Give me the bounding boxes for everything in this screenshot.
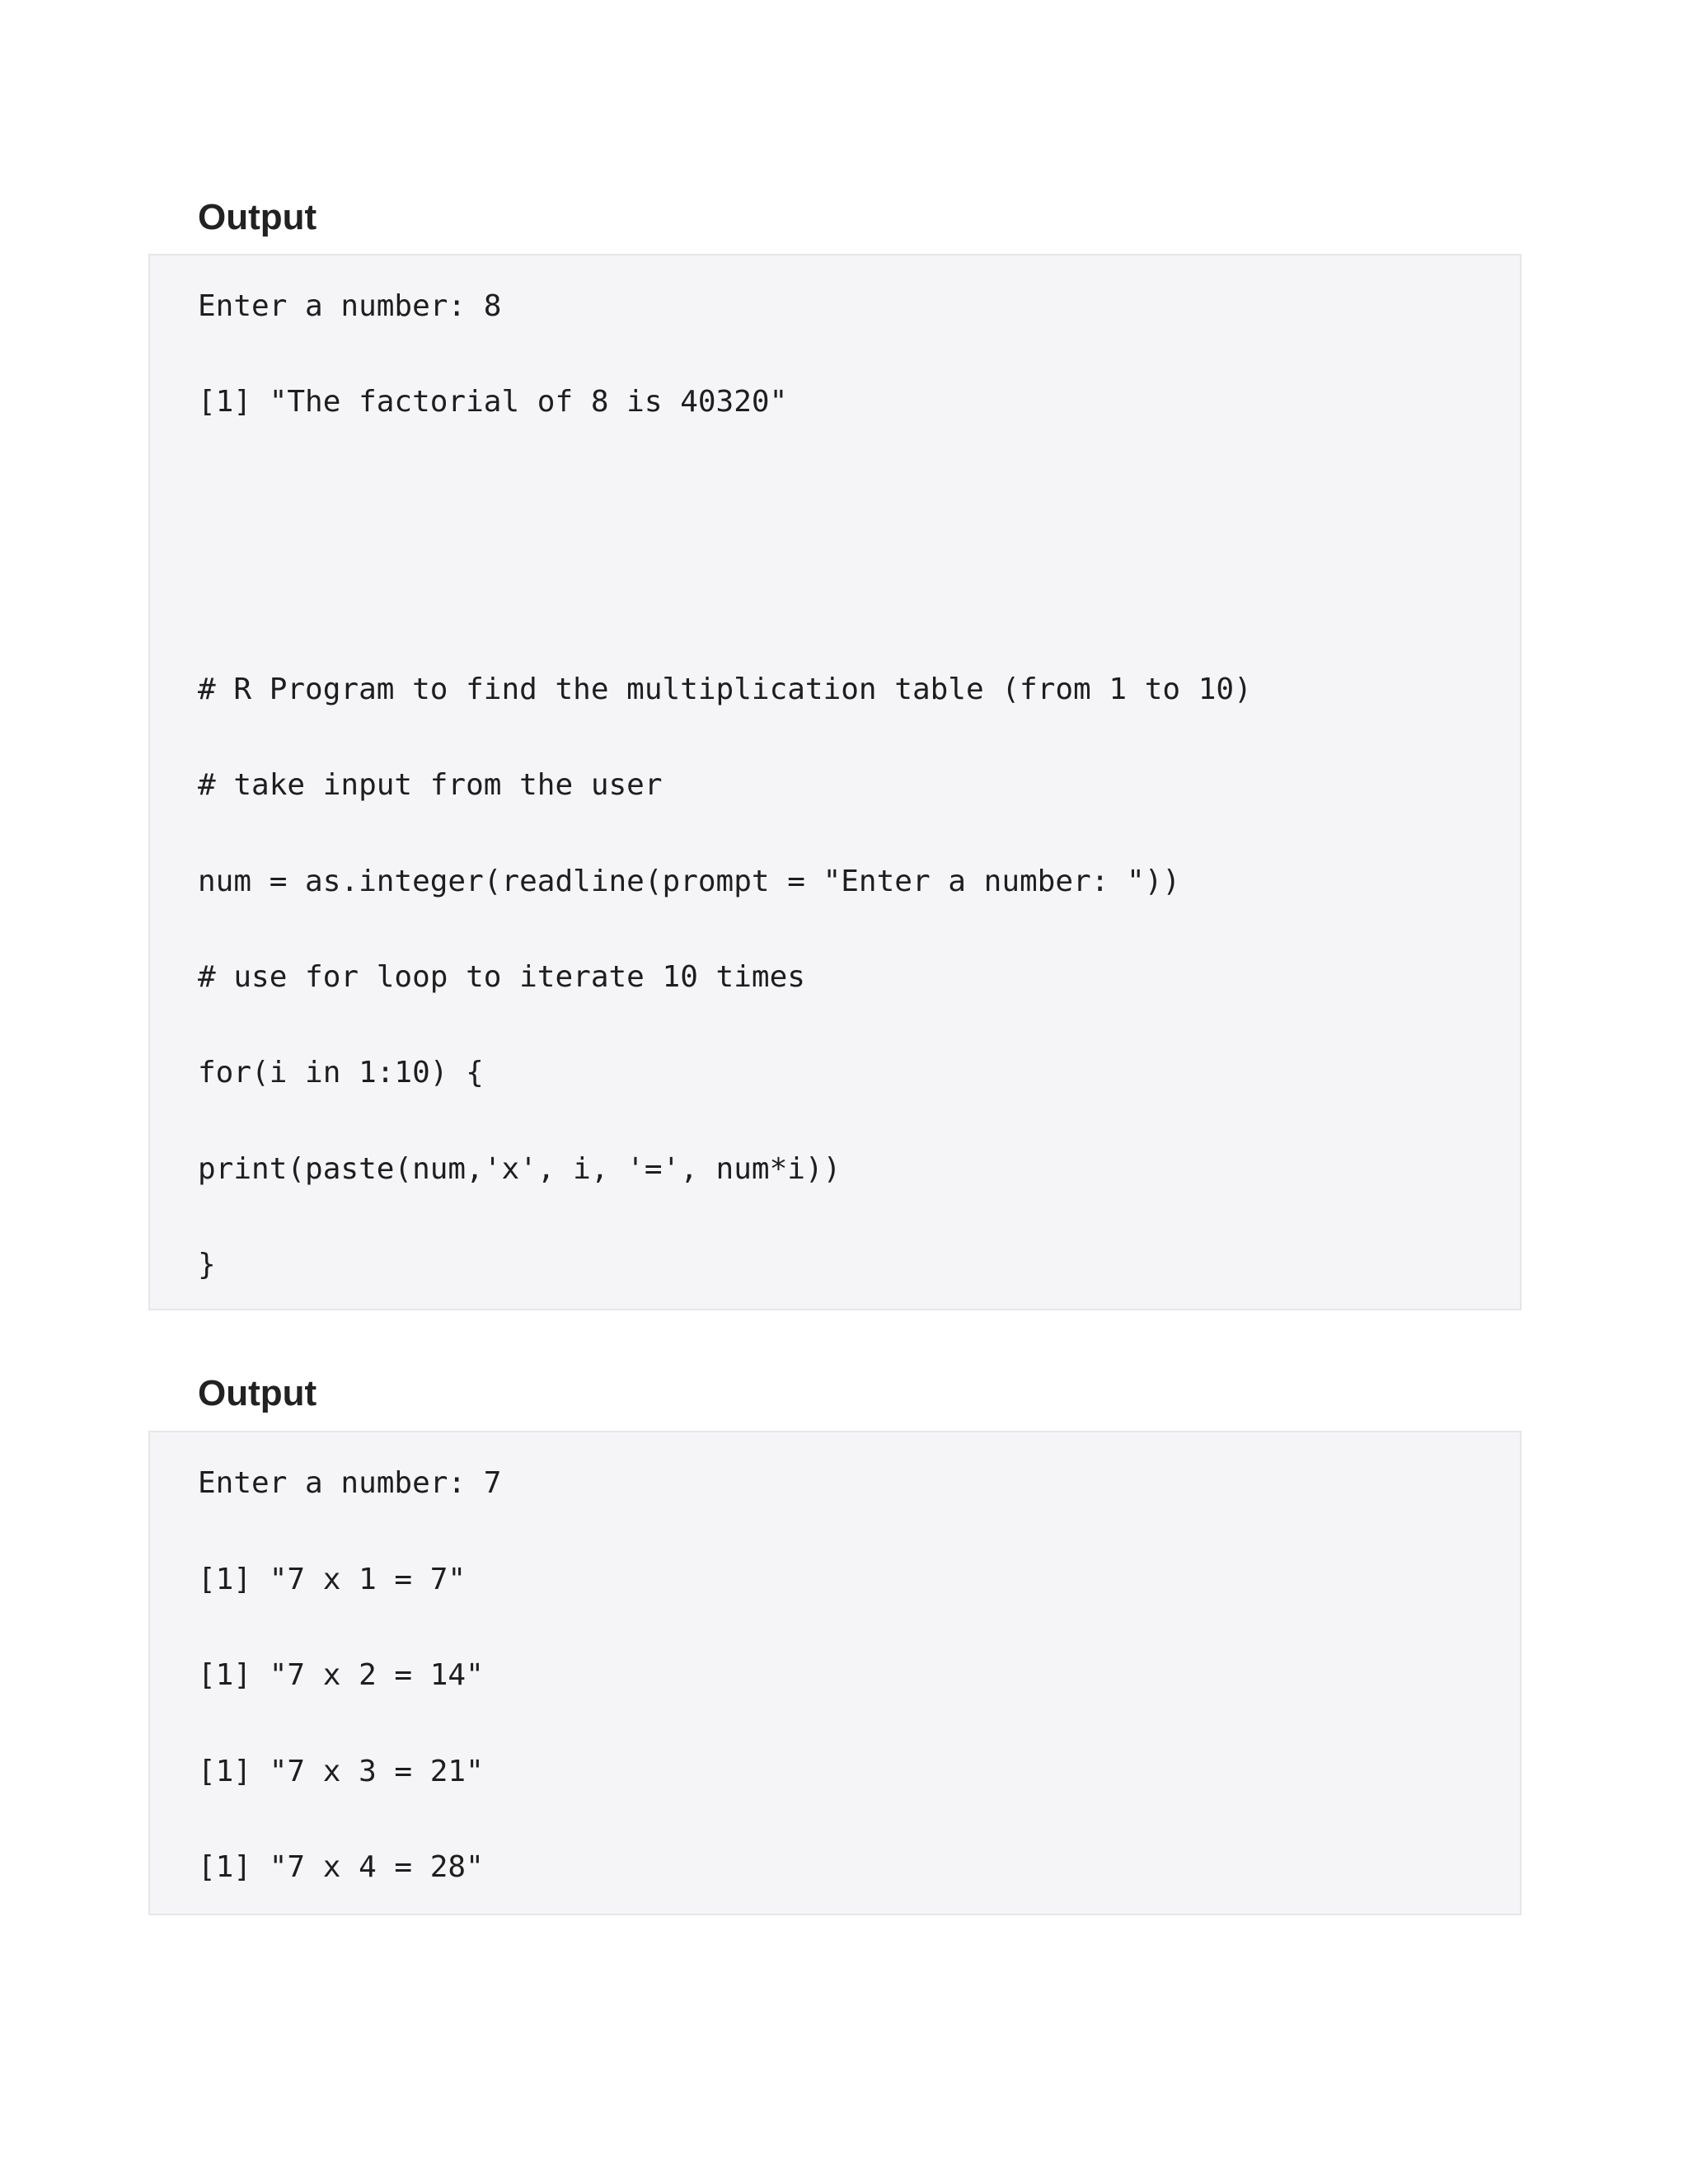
section-heading: Output	[198, 1373, 317, 1413]
code-line: [1] "7 x 1 = 7"	[198, 1563, 467, 1596]
code-line: [1] "7 x 3 = 21"	[198, 1755, 484, 1788]
code-line: # take input from the user	[198, 768, 663, 802]
section-heading: Output	[198, 197, 317, 237]
code-line: num = as.integer(readline(prompt = "Enter a number: "))	[198, 865, 1181, 898]
code-line: for(i in 1:10) {	[198, 1056, 484, 1090]
code-line: Enter a number: 8	[198, 289, 502, 323]
code-block	[148, 1431, 1522, 1915]
code-line: [1] "7 x 4 = 28"	[198, 1850, 484, 1884]
code-block	[148, 254, 1522, 1310]
code-line: [1] "The factorial of 8 is 40320"	[198, 385, 788, 419]
code-line: }	[198, 1248, 216, 1282]
code-line: print(paste(num,'x', i, '=', num*i))	[198, 1152, 842, 1186]
code-line: # use for loop to iterate 10 times	[198, 960, 805, 994]
code-line: Enter a number: 7	[198, 1466, 502, 1500]
code-line: [1] "7 x 2 = 14"	[198, 1658, 484, 1692]
code-line: # R Program to find the multiplication table (from 1 to 10)	[198, 673, 1252, 706]
